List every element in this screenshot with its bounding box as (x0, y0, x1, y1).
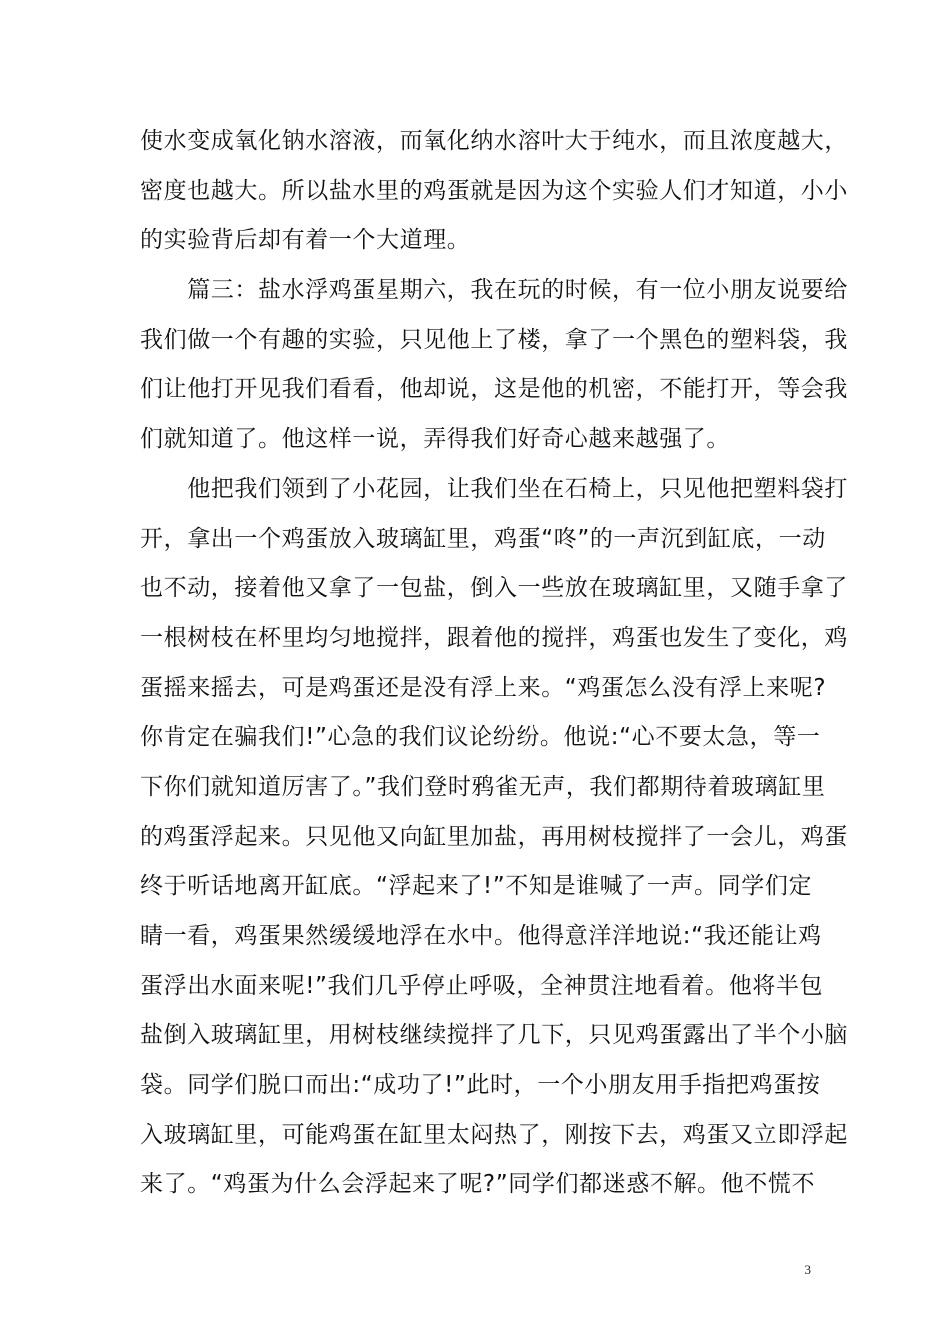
text-line: 睛一看，鸡蛋果然缓缓地浮在水中。他得意洋洋地说:“我还能让鸡 (140, 923, 822, 949)
page-number: 3 (804, 1262, 811, 1277)
text-line: 密度也越大。所以盐水里的鸡蛋就是因为这个实验人们才知道，小小 (140, 177, 848, 204)
text-line: 你肯定在骗我们!”心急的我们议论纷纷。他说:“心不要太急，等一 (140, 724, 821, 751)
text-line: 袋。同学们脱口而出:“成功了!”此时，一个小朋友用手指把鸡蛋按 (140, 1072, 821, 1099)
text-line: 盐倒入玻璃缸里，用树枝继续搅拌了几下，只见鸡蛋露出了半个小脑 (140, 1022, 848, 1049)
text-line: 我们做一个有趣的实验，只见他上了楼，拿了一个黑色的塑料袋，我 (140, 326, 848, 353)
text-line: 们让他打开见我们看看，他却说，这是他的机密，不能打开，等会我 (140, 376, 848, 403)
text-line: 使水变成氧化钠水溶液，而氧化纳水溶叶大于纯水，而且浓度越大， (140, 128, 848, 154)
text-line: 的实验背后却有着一个大道理。 (140, 227, 471, 254)
text-line: 蛋浮出水面来呢!”我们几乎停止呼吸，全神贯注地看着。他将半包 (140, 972, 824, 999)
text-line: 来了。“鸡蛋为什么会浮起来了呢?”同学们都迷惑不解。他不慌不 (140, 1171, 816, 1198)
text-line: 入玻璃缸里，可能鸡蛋在缸里太闷热了，刚按下去，鸡蛋又立即浮起 (140, 1121, 848, 1148)
text-line: 们就知道了。他这样一说，弄得我们好奇心越来越强了。 (140, 426, 730, 453)
text-line: 开，拿出一个鸡蛋放入玻璃缸里，鸡蛋“咚”的一声沉到缸底，一动 (140, 525, 826, 552)
text-line: 一根树枝在杯里均匀地搅拌，跟着他的搅拌，鸡蛋也发生了变化，鸡 (140, 624, 848, 651)
text-line: 也不动，接着他又拿了一包盐，倒入一些放在玻璃缸里，又随手拿了 (140, 575, 848, 602)
text-line: 篇三：盐水浮鸡蛋星期六，我在玩的时候，有一位小朋友说要给 (140, 277, 848, 304)
text-line: 蛋摇来摇去，可是鸡蛋还是没有浮上来。“鸡蛋怎么没有浮上来呢? (140, 674, 827, 701)
body-text (140, 117, 848, 1210)
text-line: 他把我们领到了小花园，让我们坐在石椅上，只见他把塑料袋打 (140, 475, 848, 502)
text-line: 的鸡蛋浮起来。只见他又向缸里加盐，再用树枝搅拌了一会儿，鸡蛋 (140, 823, 848, 850)
text-line: 下你们就知道厉害了。”我们登时鸦雀无声，我们都期待着玻璃缸里 (140, 773, 826, 800)
text-line: 终于听话地离开缸底。“浮起来了!”不知是谁喊了一声。同学们定 (140, 873, 813, 900)
